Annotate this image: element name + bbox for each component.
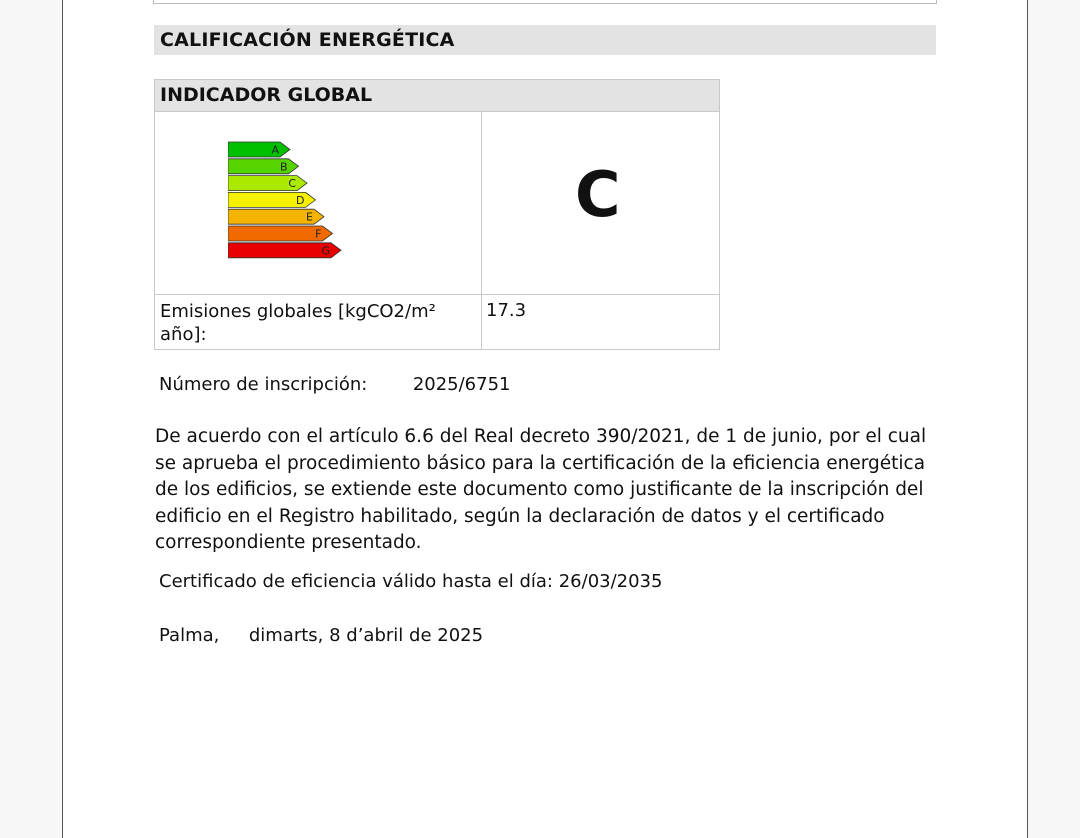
- table-divider-horizontal: [155, 294, 719, 295]
- scale-letter-c: C: [288, 177, 296, 191]
- energy-scale-chart: [228, 140, 368, 270]
- validity-date: 26/03/2035: [558, 571, 663, 592]
- scale-bar-d: [228, 192, 316, 207]
- signature-date: dimarts, 8 d’abril de 2025: [248, 625, 484, 646]
- scale-letter-f: F: [315, 227, 322, 241]
- section-title: CALIFICACIÓN ENERGÉTICA: [154, 25, 936, 55]
- document-page: [62, 0, 1028, 838]
- global-indicator-table: [154, 79, 720, 350]
- legal-paragraph: De acuerdo con el artículo 6.6 del Real decreto 390/2021, de 1 de junio, por el cual se aprueba el procedimiento básico para la certificación de la eficiencia energética de los edificios, se extiende este documento como justificante de la inscripción del edificio en el Registro habilitado, según la declaración de datos y el certificado correspondiente presentado.: [155, 426, 927, 553]
- validity-row: [159, 571, 662, 592]
- energy-rating-letter: C: [575, 158, 621, 231]
- table-divider-vertical: [481, 112, 482, 349]
- scale-letter-d: D: [296, 193, 305, 207]
- scale-bar-b: [228, 159, 299, 174]
- validity-label: Certificado de eficiencia válido hasta el día:: [159, 571, 553, 592]
- scale-letter-b: B: [279, 160, 288, 174]
- scale-letter-e: E: [306, 210, 313, 224]
- scale-bar-c: [228, 176, 307, 191]
- scale-letter-a: A: [271, 143, 279, 157]
- scale-bar-e: [228, 209, 324, 224]
- registration-label: Número de inscripción:: [159, 374, 368, 395]
- scale-letter-g: G: [321, 244, 330, 258]
- scale-bar-f: [228, 226, 333, 241]
- emissions-value: 17.3: [486, 300, 527, 321]
- registration-number: 2025/6751: [412, 374, 511, 395]
- signature-place: Palma,: [159, 625, 220, 646]
- scale-bar-g: [228, 243, 341, 258]
- indicator-title: INDICADOR GLOBAL: [155, 80, 719, 112]
- emissions-label: Emisiones globales [kgCO2/m² año]:: [160, 301, 436, 345]
- previous-section-box: [153, 0, 937, 4]
- signature-row: [159, 625, 483, 646]
- scale-bar-a: [228, 142, 290, 157]
- registration-row: [159, 374, 511, 395]
